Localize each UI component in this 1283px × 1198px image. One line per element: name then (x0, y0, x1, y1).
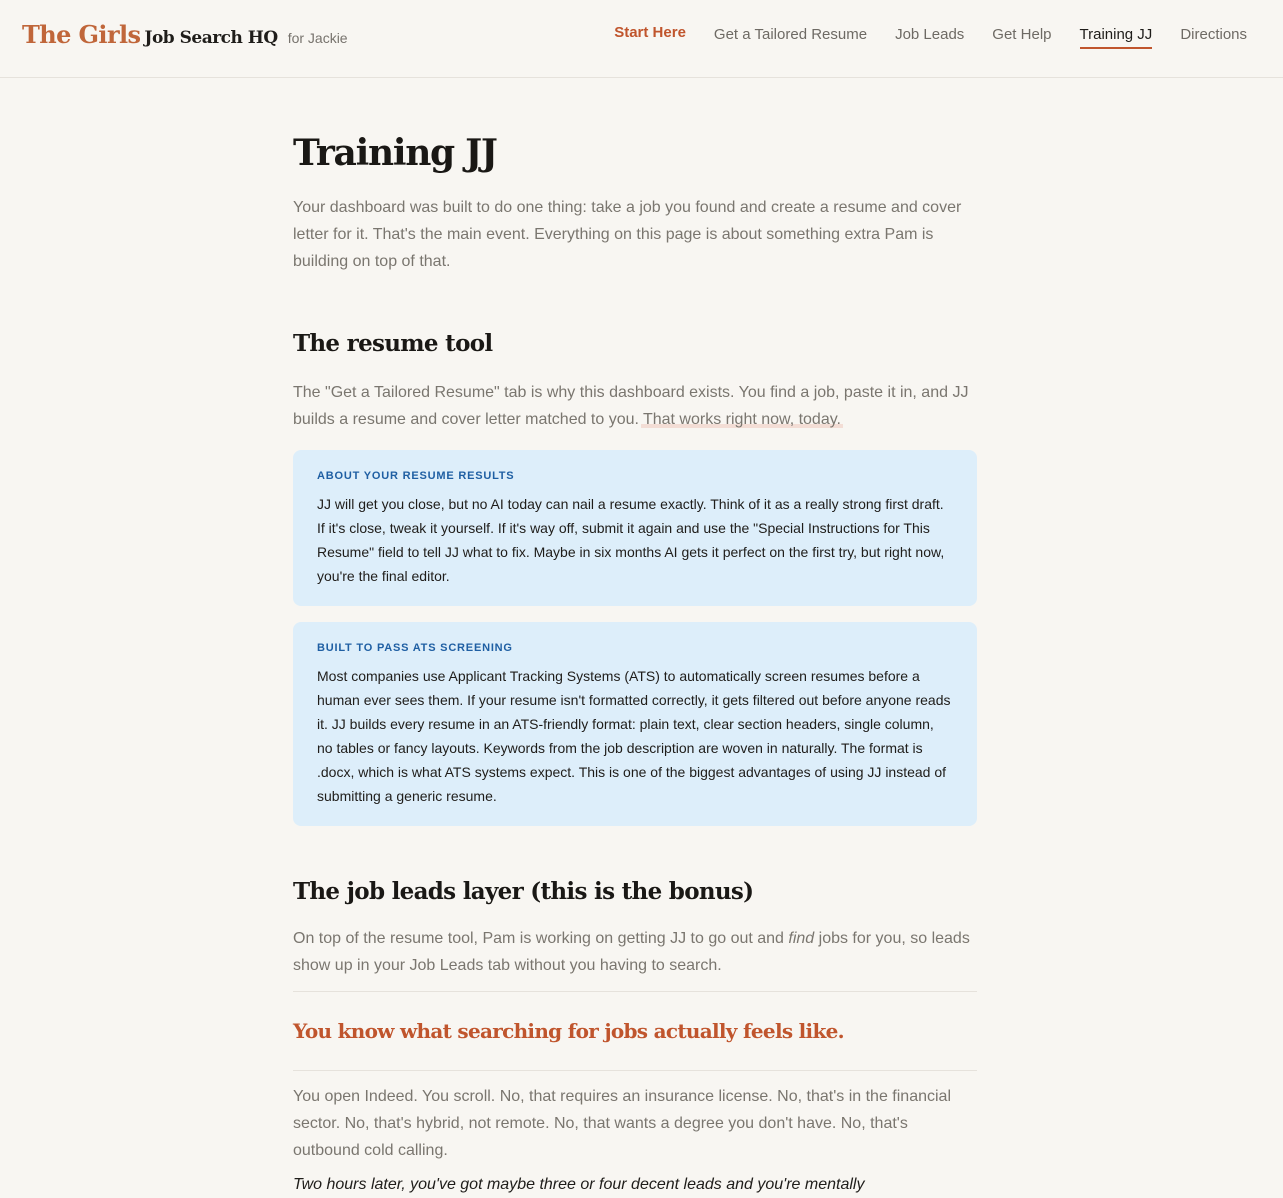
brand-main-text: Job Search HQ (144, 28, 278, 48)
job-leads-emphasis-word: find (788, 930, 815, 947)
job-leads-section (293, 878, 977, 1198)
divider (293, 991, 977, 992)
job-leads-heading: The job leads layer (this is the bonus) (293, 878, 754, 905)
job-leads-paragraph (293, 925, 977, 979)
nav-job-leads[interactable]: Job Leads (895, 26, 965, 43)
main-nav (614, 26, 1247, 49)
nav-directions[interactable]: Directions (1180, 26, 1247, 43)
highlighted-text: That works right now, today. (642, 411, 841, 428)
callout-body: Most companies use Applicant Tracking Systems (ATS) to automatically screen resumes before a human ever sees them. If your resume isn't formatted correctly, it gets filtered out before anyone reads it. JJ builds every resume in an ATS-friendly format: plain text, clear section headers, single column, no tables or fancy layouts. Keywords from the job description are woven in naturally. The format is .docx, which is what ATS systems expect. This is one of the biggest advantages of using JJ instead of submitting a generic resume. (317, 668, 951, 804)
brand-accent-text: The Girls (22, 20, 141, 49)
nav-training-jj[interactable]: Training JJ (1080, 26, 1153, 49)
callout-title: BUILT TO PASS ATS SCREENING (317, 642, 513, 654)
page-title: Training JJ (293, 132, 497, 174)
top-navigation-bar (0, 0, 1283, 78)
resume-tool-heading: The resume tool (293, 330, 493, 357)
resume-tool-section (293, 330, 977, 826)
resume-tool-paragraph (293, 379, 977, 433)
main-content (293, 130, 977, 1198)
resume-tool-text: The "Get a Tailored Resume" tab is why this dashboard exists. You find a job, paste it in, and JJ builds a resume and cover letter matched to you. (293, 384, 969, 428)
job-leads-text-start: On top of the resume tool, Pam is working on getting JJ to go out and (293, 930, 789, 947)
brand-logo[interactable] (22, 20, 348, 49)
page-intro: Your dashboard was built to do one thing: take a job you found and create a resume and cover letter for it. That's the main event. Everything on this page is about something extra Pam is building on top of that. (293, 199, 962, 270)
resume-results-callout (293, 450, 977, 606)
divider (293, 1070, 977, 1071)
brand-subtitle: for Jackie (287, 30, 348, 46)
job-leads-text-end: jobs for you, so leads show up in your Job Leads tab without you having to search. (293, 930, 970, 974)
ats-screening-callout (293, 622, 977, 826)
nav-get-help[interactable]: Get Help (992, 26, 1052, 43)
job-search-emphasis: Two hours later, you've got maybe three or four decent leads and you're mentally (293, 1176, 865, 1193)
pull-quote: You know what searching for jobs actually feels like. (293, 1019, 844, 1043)
callout-title: ABOUT YOUR RESUME RESULTS (317, 470, 515, 482)
callout-body: JJ will get you close, but no AI today can nail a resume exactly. Think of it as a really strong first draft. If it's close, tweak it yourself. If it's way off, submit it again and use the "Special Instructions for This Resume" field to tell JJ what to fix. Maybe in six months AI gets it perfect on the first try, but right now, you're the final editor. (317, 496, 945, 584)
job-search-story: You open Indeed. You scroll. No, that requires an insurance license. No, that's in the financial sector. No, that's hybrid, not remote. No, that wants a degree you don't have. No, that's outbound cold calling. (293, 1088, 951, 1159)
nav-get-tailored-resume[interactable]: Get a Tailored Resume (713, 26, 868, 43)
nav-start-here[interactable]: Start Here (614, 24, 686, 41)
